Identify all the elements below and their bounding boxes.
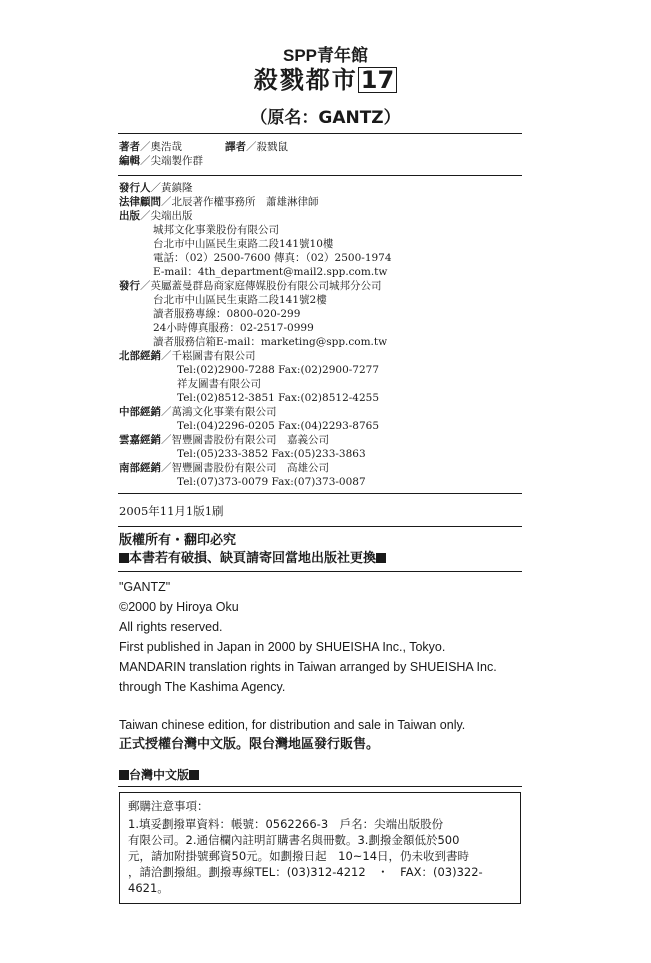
issuer-line	[119, 182, 193, 195]
translator-label: 譯者	[225, 141, 246, 153]
translator-line	[225, 141, 288, 154]
distributor-label: 發行	[119, 280, 140, 292]
book-title	[0, 66, 651, 94]
publisher-company: 城邦文化事業股份有限公司	[153, 224, 279, 236]
square-bullet-icon	[119, 770, 129, 780]
square-bullet-icon	[376, 553, 386, 563]
edition-label-text: 台灣中文版	[129, 768, 190, 782]
dealer-contact: Tel:(04)2296-0205 Fax:(04)2293-8765	[177, 420, 380, 432]
mail-order-line: 元，請加附掛號郵資50元。如劃撥日起 10~14日，仍未收到書時	[128, 849, 470, 863]
square-bullet-icon	[119, 553, 129, 563]
mail-order-line: 1.填妥劃撥單資料：帳號：0562266-3 戶名：尖端出版股份	[128, 817, 444, 831]
dealer-contact: Tel:(05)233-3852 Fax:(05)233-3863	[177, 448, 366, 460]
copyright-line: ©2000 by Hiroya Oku	[119, 600, 239, 614]
divider	[118, 493, 522, 494]
translator-value: ／殺戮鼠	[246, 141, 288, 153]
dealer-value: ／智豐圖書股份有限公司 高雄公司	[161, 462, 329, 474]
taiwan-edition-zh: 正式授權台灣中文版。限台灣地區發行販售。	[119, 737, 380, 752]
issuer-label: 發行人	[119, 182, 151, 194]
series-label: SPP青年館	[282, 46, 369, 65]
copyright-line: First published in Japan in 2000 by SHUEISHA Inc., Tokyo.	[119, 640, 446, 654]
edition-date: 2005年11月1版1刷	[119, 504, 224, 518]
dealer-label: 中部經銷	[119, 406, 161, 418]
distributor-address: 台北市中山區民生東路二段141號2樓	[153, 294, 327, 306]
replacement-text: 本書若有破損、缺頁請寄回當地出版社更換	[129, 551, 377, 566]
replacement-notice	[119, 551, 386, 567]
dealer-label: 雲嘉經銷	[119, 434, 161, 446]
mail-order-box	[119, 792, 521, 904]
dealer-label: 北部經銷	[119, 350, 161, 362]
publisher-value: ／尖端出版	[140, 210, 193, 222]
mail-order-title: 郵購注意事項：	[128, 799, 209, 813]
editor-label: 編輯	[119, 155, 140, 167]
legal-value: ／北辰著作權事務所 蕭雄淋律師	[161, 196, 319, 208]
dealer-value: ／萬鴻文化事業有限公司	[161, 406, 277, 418]
edition-label	[119, 768, 199, 783]
fax-service: 24小時傳真服務：02-2517-0999	[153, 322, 314, 334]
dealer-contact: Tel:(02)2900-7288 Fax:(02)2900-7277	[177, 364, 380, 376]
editor-line	[119, 155, 203, 168]
reader-hotline: 讀者服務專線：0800-020-299	[153, 308, 301, 320]
dealer-value: ／智豐圖書股份有限公司 嘉義公司	[161, 434, 329, 446]
divider	[118, 571, 522, 572]
original-title: （原名：GANTZ）	[250, 108, 401, 128]
divider	[118, 526, 522, 527]
mail-order-line: 有限公司。2.通信欄內註明訂購書名與冊數。3.劃撥金額低於500	[128, 833, 460, 847]
dealer-label: 南部經銷	[119, 462, 161, 474]
title-text: 殺戮都市	[253, 66, 358, 94]
dealer-contact: Tel:(07)373-0079 Fax:(07)373-0087	[177, 476, 366, 488]
square-bullet-icon	[189, 770, 199, 780]
dealer-yunjia	[119, 434, 329, 447]
legal-line	[119, 196, 319, 209]
dealer-value: ／千崧圖書有限公司	[161, 350, 256, 362]
mail-order-line: 4621。	[128, 881, 169, 895]
publisher-address: 台北市中山區民生東路二段141號10樓	[153, 238, 334, 250]
legal-label: 法律顧問	[119, 196, 161, 208]
dealer-south	[119, 462, 329, 475]
publisher-label: 出版	[119, 210, 140, 222]
publisher-email: E-mail：4th_department@mail2.spp.com.tw	[153, 266, 388, 278]
dealer-central	[119, 406, 277, 419]
distributor-value: ／英屬蓋曼群島商家庭傳媒股份有限公司城邦分公司	[140, 280, 382, 292]
dealer-north	[119, 350, 256, 363]
author-line	[119, 141, 182, 154]
taiwan-edition-en: Taiwan chinese edition, for distribution and sale in Taiwan only.	[119, 718, 466, 732]
divider	[118, 133, 522, 134]
mail-order-line: ，請洽劃撥組。劃撥專線TEL：(03)312-4212 ・ FAX：(03)322-	[128, 865, 483, 879]
editor-value: ／尖端製作群	[140, 155, 203, 167]
reader-email: 讀者服務信箱E-mail：marketing@spp.com.tw	[153, 336, 388, 348]
publisher-phone: 電話：（02）2500-7600 傳真：（02）2500-1974	[153, 252, 392, 264]
copyright-line: All rights reserved.	[119, 620, 223, 634]
divider	[118, 175, 522, 176]
copyright-line: MANDARIN translation rights in Taiwan arranged by SHUEISHA Inc.	[119, 660, 497, 674]
divider	[118, 786, 522, 787]
author-value: ／奧浩哉	[140, 141, 182, 153]
rights-line: 版權所有・翻印必究	[119, 533, 237, 548]
dealer-company: 祥友圖書有限公司	[177, 378, 261, 390]
copyright-line: through The Kashima Agency.	[119, 680, 286, 694]
volume-number: 17	[358, 67, 397, 93]
copyright-line: "GANTZ"	[119, 580, 171, 594]
publisher-line	[119, 210, 193, 223]
dealer-contact: Tel:(02)8512-3851 Fax:(02)8512-4255	[177, 392, 380, 404]
issuer-value: ／黃鎮隆	[150, 182, 193, 194]
author-label: 著者	[119, 141, 140, 153]
distributor-line	[119, 280, 382, 293]
